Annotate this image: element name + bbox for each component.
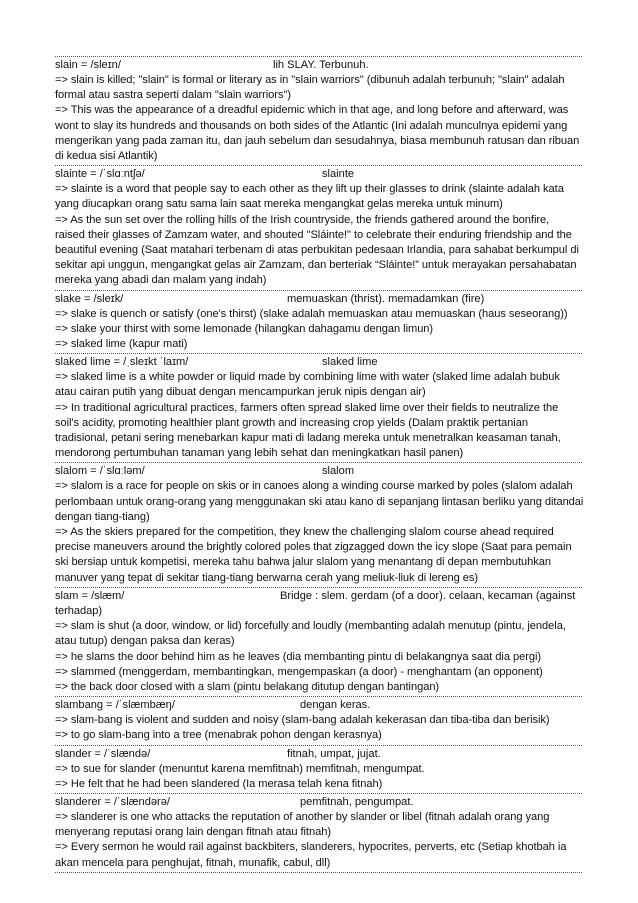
definition-line: atau tutup) dengan paksa dan keras) bbox=[55, 635, 235, 648]
definition-line: mereka yang abadi dan malam yang indah) bbox=[55, 274, 267, 287]
translation: fitnah, umpat, jujat. bbox=[287, 747, 381, 760]
translation: memuaskan (thrist). memadamkan (fire) bbox=[287, 292, 485, 305]
definition-line: soil's acidity, promoting healthier plant growth and increasing crop yields (Dalam praktik pertanian bbox=[55, 416, 528, 429]
definition-line: akan mencela para penghujat, fitnah, munafik, cabul, dll) bbox=[55, 856, 331, 869]
headword: slain = /sleɪn/ bbox=[55, 59, 121, 71]
dictionary-page bbox=[55, 56, 582, 873]
entry-slainte bbox=[55, 165, 582, 289]
definition-line: => slam-bang is violent and sudden and noisy (slam-bang adalah kekerasan dan tiba-tiba dan berisik) bbox=[55, 714, 550, 727]
definition-line: beautiful evening (Saat matahari terbenam di atas perbukitan pedesaan Irlandia, para sahabat berkumpul di bbox=[55, 244, 579, 257]
definition-line: di kedua sisi Atlantik) bbox=[55, 150, 158, 163]
entry-slander bbox=[55, 745, 582, 793]
definition-line: tradisional, petani sering menebarkan kapur mati di ladang mereka untuk menetralkan keasaman tanah, bbox=[55, 432, 561, 445]
definition-line: wont to slay its hundreds and thousands on both sides of the Atlantic (Ini adalah munculnya epidemi yang bbox=[55, 119, 568, 132]
definition-line: => slainte is a word that people say to each other as they lift up their glasses to drink (slainte adalah kata bbox=[55, 183, 564, 196]
definition-line: => slam is shut (a door, window, or lid) forcefully and loudly (membanting adalah menutup (pintu, jendela, bbox=[55, 620, 566, 633]
definition-line: => Every sermon he would rail against backbiters, slanderers, hypocrites, perverts, etc (Setiap khotbah ia bbox=[55, 841, 567, 854]
headword: slainte = /ˈslɑːntʃə/ bbox=[55, 168, 145, 181]
headword: slalom = /ˈslɑːləm/ bbox=[55, 465, 145, 478]
definition-line: => As the sun set over the rolling hills of the Irish countryside, the friends gathered around the bonfire, bbox=[55, 213, 550, 226]
definition-line: => slalom is a race for people on skis or in canoes along a winding course marked by poles (slalom adalah bbox=[55, 480, 573, 493]
definition-line: atau cairan putih yang dibuat dengan mencampurkan jeruk nipis dengan air) bbox=[55, 386, 426, 399]
headword: slam = /slæm/ bbox=[55, 589, 125, 602]
translation: slainte bbox=[322, 168, 355, 181]
definition-line: sekitar api unggun, mengangkat gelas air Zamzam, dan berteriak “Sláinte!” untuk merayakan persahabatan bbox=[55, 259, 577, 272]
definition-line: mendorong pertumbuhan tanaman yang lebih sehat dan meningkatkan hasil panen) bbox=[55, 447, 464, 460]
entry-header bbox=[55, 795, 582, 810]
entry-slaked-lime bbox=[55, 353, 582, 462]
definition-line: terhadap) bbox=[55, 604, 103, 617]
headword: slambang = /ˈslæmbæŋ/ bbox=[55, 699, 175, 712]
definition-line: => This was the appearance of a dreadful epidemic which in that age, and long before and afterward, was bbox=[55, 104, 569, 117]
translation: pemfitnah, pengumpat. bbox=[300, 795, 414, 808]
definition-line: raised their glasses of Zamzam water, and shouted "Sláinte!" to celebrate their enduring friendship and the bbox=[55, 228, 572, 241]
definition-line: yang diucapkan orang satu sama lain saat mereka mengangkat gelas mereka untuk minum) bbox=[55, 198, 503, 211]
headword: slake = /sleɪk/ bbox=[55, 292, 124, 305]
definition-line: precise maneuvers around the brightly colored poles that zigzagged down the icy slope (Saat para pemain bbox=[55, 541, 572, 554]
definition-line: => In traditional agricultural practices, farmers often spread slaked lime over their fields to neutralize the bbox=[55, 401, 559, 414]
definition-line: => slaked lime (kapur mati) bbox=[55, 338, 188, 351]
definition-line: => to sue for slander (menuntut karena memfitnah) memfitnah, mengumpat. bbox=[55, 762, 425, 775]
entry-header bbox=[55, 589, 582, 604]
definition-line: mengerikan yang pada zaman itu, dan jauh sebelum dan sesudahnya, biasa membunuh ratusan dan ribuan bbox=[55, 134, 580, 147]
definition-line: => He felt that he had been slandered (Ia merasa telah kena fitnah) bbox=[55, 777, 383, 790]
definition-line: dengan tiang-tiang) bbox=[55, 510, 150, 523]
translation: dengan keras. bbox=[300, 699, 371, 712]
entry-header bbox=[55, 698, 582, 713]
definition-line: perlombaan untuk orang-orang yang menggunakan ski atau kano di sepanjang lintasan berliku yang ditandai bbox=[55, 495, 584, 508]
definition-line: manuver yang tepat di sekitar tiang-tiang berwarna cerah yang meliuk-liuk di lereng es) bbox=[55, 571, 478, 584]
definition-line: => slammed (menggerdam, membantingkan, mengempaskan (a door) - menghantam (an opponent) bbox=[55, 665, 543, 678]
entry-header bbox=[55, 167, 582, 182]
definition-line: => slaked lime is a white powder or liquid made by combining lime with water (slaked lime adalah bubuk bbox=[55, 371, 560, 384]
entry-header bbox=[55, 464, 582, 479]
entry-header bbox=[55, 58, 582, 73]
definition-line: => slake is quench or satisfy (one's thirst) (slake adalah memuaskan atau memuaskan (haus seseorang)) bbox=[55, 307, 568, 320]
entry-slake bbox=[55, 290, 582, 354]
definition-line: => to go slam-bang into a tree (menabrak pohon dengan kerasnya) bbox=[55, 729, 382, 742]
definition-line: => slake your thirst with some lemonade (hilangkan dahagamu dengan limun) bbox=[55, 322, 434, 335]
entry-slalom bbox=[55, 462, 582, 586]
headword: slander = /ˈslændə/ bbox=[55, 747, 151, 760]
entry-header bbox=[55, 747, 582, 762]
entry-slambang bbox=[55, 696, 582, 744]
definition-line: => he slams the door behind him as he leaves (dia membanting pintu di belakangnya saat dia pergi) bbox=[55, 650, 542, 663]
headword: slaked lime = /ˌsleɪkt ˈlaɪm/ bbox=[55, 356, 189, 369]
definition-line: menyerang reputasi orang lain dengan fitnah atau fitnah) bbox=[55, 826, 331, 839]
definition-line: => the back door closed with a slam (pintu belakang ditutup dengan bantingan) bbox=[55, 680, 440, 693]
entry-header bbox=[55, 292, 582, 307]
translation: slaked lime bbox=[322, 356, 378, 369]
entry-slanderer bbox=[55, 793, 582, 873]
headword: slanderer = /ˈslændərə/ bbox=[55, 795, 171, 808]
definition-line: => slanderer is one who attacks the reputation of another by slander or libel (fitnah adalah orang yang bbox=[55, 810, 550, 823]
entry-header bbox=[55, 355, 582, 370]
definition-line: ski bersiap untuk kompetisi, mereka tahu bahwa jalur slalom yang menantang di depan membutuhkan bbox=[55, 556, 551, 569]
definition-line: => As the skiers prepared for the competition, they knew the challenging slalom course ahead required bbox=[55, 526, 554, 539]
definition-line: => slain is killed; "slain" is formal or literary as in "slain warriors" (dibunuh adalah terbunuh; "slain" adalah bbox=[55, 74, 565, 86]
definition-line: formal atau sastra seperti dalam "slain warriors") bbox=[55, 89, 291, 102]
entry-slain bbox=[55, 56, 582, 165]
translation: slalom bbox=[322, 465, 355, 478]
entry-slam bbox=[55, 587, 582, 696]
translation: lih SLAY. Terbunuh. bbox=[273, 59, 369, 71]
translation: Bridge : slem. gerdam (of a door). celaan, kecaman (against bbox=[280, 589, 576, 602]
